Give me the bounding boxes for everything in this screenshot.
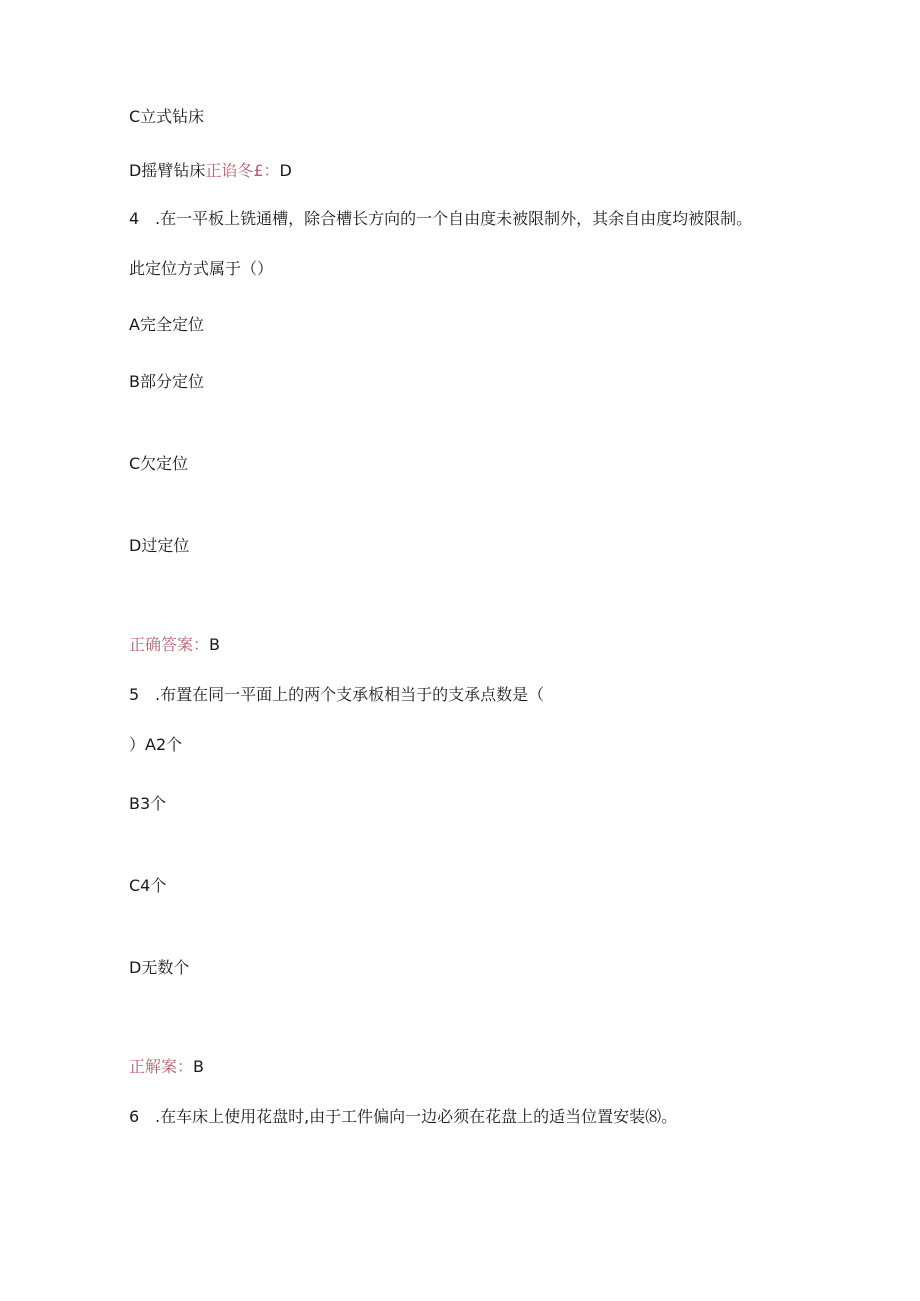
q5-answer-label: 正解案：	[129, 1057, 194, 1076]
q4-stem-line1	[129, 209, 752, 229]
q3-answer-label: 正谄冬£：	[205, 161, 280, 180]
q4-option-b: B部分定位	[129, 372, 204, 391]
q4-number: 4	[129, 209, 140, 228]
q4-option-d: D过定位	[129, 536, 190, 555]
q5-answer-value: B	[193, 1057, 204, 1076]
q5-option-c: C4个	[129, 876, 167, 895]
q5-option-d: D无数个	[129, 958, 190, 977]
q3-option-c: C立式钻床	[129, 107, 205, 126]
q6-number: 6	[129, 1107, 140, 1126]
q3-option-d: D摇臂钻床	[129, 161, 206, 180]
q4-answer-value: B	[209, 635, 220, 654]
q4-text-line1: .在一平板上铣通槽，除合槽长方向的一个自由度未被限制外，其余自由度均被限制。	[155, 209, 753, 228]
q3-answer-value: D	[279, 161, 292, 180]
q4-option-c: C欠定位	[129, 454, 189, 473]
q5-answer-row	[129, 1057, 204, 1077]
q4-answer-label: 正确答案：	[129, 635, 210, 654]
q4-option-a: A完全定位	[129, 315, 204, 334]
q4-answer-row	[129, 635, 220, 655]
q4-text-line2: 此定位方式属于（）	[129, 259, 274, 278]
q5-text-line1: .布置在同一平面上的两个支承板相当于的支承点数是（	[155, 685, 545, 704]
q5-stem-line1	[129, 685, 544, 705]
q5-option-b: B3个	[129, 794, 167, 813]
q5-number: 5	[129, 685, 140, 704]
q6-text-line1: .在车床上使用花盘时,由于工件偏向一边必须在花盘上的适当位置安装⑻。	[155, 1107, 678, 1126]
q3-option-d-row	[129, 161, 292, 181]
q6-stem-line1	[129, 1107, 677, 1127]
q5-text-line2: ）A2个	[129, 735, 183, 754]
